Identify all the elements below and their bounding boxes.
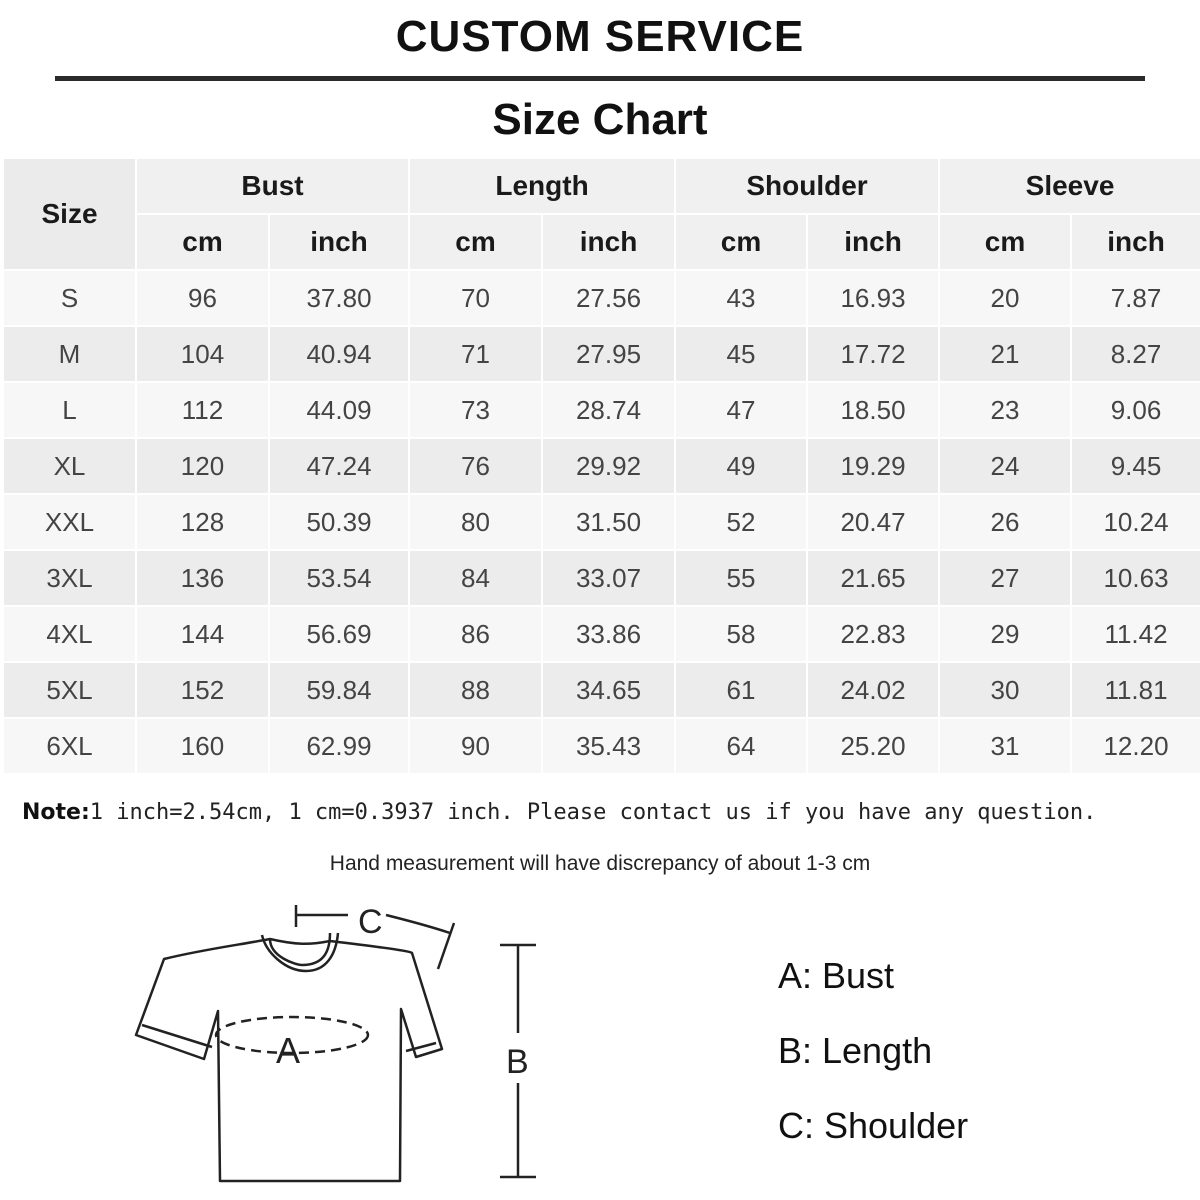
measure-cell: 31.50 [542,494,675,550]
size-cell: M [3,326,136,382]
measure-cell: 29 [939,606,1071,662]
measure-cell: 27 [939,550,1071,606]
conversion-note [22,800,1192,825]
table-row [3,326,1200,382]
measurement-disclaimer: Hand measurement will have discrepancy of about 1-3 cm [329,852,871,875]
unit-header: cm [939,214,1071,270]
size-cell: 3XL [3,550,136,606]
measure-cell: 19.29 [807,438,939,494]
size-table-body [3,270,1200,774]
measure-cell: 144 [136,606,269,662]
measure-cell: 29.92 [542,438,675,494]
shoulder-measure-line [296,905,348,927]
measure-cell: 18.50 [807,382,939,438]
table-row [3,494,1200,550]
size-cell: XXL [3,494,136,550]
tshirt-diagram [120,895,580,1185]
table-row [3,662,1200,718]
size-cell: L [3,382,136,438]
table-row [3,382,1200,438]
measure-cell: 64 [675,718,807,774]
measure-cell: 112 [136,382,269,438]
table-row [3,270,1200,326]
note-label: Note: [22,800,90,825]
measure-cell: 71 [409,326,542,382]
measure-cell: 59.84 [269,662,409,718]
measure-cell: 9.45 [1071,438,1200,494]
measure-cell: 37.80 [269,270,409,326]
measure-cell: 30 [939,662,1071,718]
measure-cell: 76 [409,438,542,494]
measure-cell: 104 [136,326,269,382]
unit-header: inch [807,214,939,270]
table-row [3,550,1200,606]
page-title: CUSTOM SERVICE [395,12,805,61]
label-c: C [358,903,383,941]
shoulder-measure-line-right [386,915,454,969]
group-header-length: Length [409,158,675,214]
size-cell: S [3,270,136,326]
measure-cell: 8.27 [1071,326,1200,382]
measure-cell: 160 [136,718,269,774]
measure-cell: 128 [136,494,269,550]
measure-cell: 10.24 [1071,494,1200,550]
size-cell: XL [3,438,136,494]
group-header-shoulder: Shoulder [675,158,939,214]
measure-cell: 25.20 [807,718,939,774]
measure-cell: 43 [675,270,807,326]
measure-cell: 56.69 [269,606,409,662]
measure-cell: 20 [939,270,1071,326]
left-sleeve-band [142,1025,212,1047]
measure-cell: 40.94 [269,326,409,382]
measure-cell: 21 [939,326,1071,382]
right-sleeve-band [406,1043,436,1051]
measure-cell: 16.93 [807,270,939,326]
measure-cell: 61 [675,662,807,718]
size-cell: 5XL [3,662,136,718]
measure-cell: 35.43 [542,718,675,774]
measure-cell: 52 [675,494,807,550]
measure-cell: 86 [409,606,542,662]
measure-cell: 21.65 [807,550,939,606]
legend-length: B: Length [778,1030,933,1071]
measure-cell: 62.99 [269,718,409,774]
size-chart-table [2,157,1200,775]
measure-cell: 26 [939,494,1071,550]
title-divider [55,76,1145,81]
measure-cell: 33.07 [542,550,675,606]
unit-header: inch [269,214,409,270]
measure-cell: 24.02 [807,662,939,718]
measure-cell: 88 [409,662,542,718]
measure-cell: 27.56 [542,270,675,326]
measure-cell: 47 [675,382,807,438]
measure-cell: 12.20 [1071,718,1200,774]
measure-cell: 136 [136,550,269,606]
unit-header: inch [1071,214,1200,270]
measure-cell: 11.81 [1071,662,1200,718]
measure-cell: 96 [136,270,269,326]
size-chart-title: Size Chart [492,95,708,144]
measure-cell: 50.39 [269,494,409,550]
table-row [3,718,1200,774]
measure-cell: 55 [675,550,807,606]
measure-cell: 58 [675,606,807,662]
measure-cell: 11.42 [1071,606,1200,662]
note-text: 1 inch=2.54cm, 1 cm=0.3937 inch. Please contact us if you have any question. [89,800,1097,825]
measure-cell: 152 [136,662,269,718]
measure-cell: 20.47 [807,494,939,550]
measure-cell: 53.54 [269,550,409,606]
measure-cell: 27.95 [542,326,675,382]
measure-cell: 44.09 [269,382,409,438]
table-row [3,438,1200,494]
measure-cell: 80 [409,494,542,550]
measure-cell: 45 [675,326,807,382]
group-header-sleeve: Sleeve [939,158,1200,214]
measure-cell: 17.72 [807,326,939,382]
table-row [3,606,1200,662]
measure-cell: 24 [939,438,1071,494]
measure-cell: 49 [675,438,807,494]
measure-cell: 22.83 [807,606,939,662]
size-column-header: Size [3,158,136,270]
unit-header: cm [675,214,807,270]
measure-cell: 9.06 [1071,382,1200,438]
measure-cell: 28.74 [542,382,675,438]
measure-cell: 47.24 [269,438,409,494]
measure-cell: 84 [409,550,542,606]
measure-cell: 70 [409,270,542,326]
legend-bust: A: Bust [778,955,895,996]
legend-shoulder: C: Shoulder [778,1105,969,1146]
measure-cell: 7.87 [1071,270,1200,326]
size-cell: 4XL [3,606,136,662]
measure-cell: 120 [136,438,269,494]
measure-cell: 90 [409,718,542,774]
measure-cell: 33.86 [542,606,675,662]
label-b: B [506,1043,529,1081]
measure-cell: 23 [939,382,1071,438]
unit-header: cm [409,214,542,270]
size-cell: 6XL [3,718,136,774]
group-header-bust: Bust [136,158,409,214]
measure-cell: 10.63 [1071,550,1200,606]
measure-cell: 34.65 [542,662,675,718]
label-a: A [276,1030,301,1071]
measure-cell: 31 [939,718,1071,774]
unit-header: inch [542,214,675,270]
unit-header: cm [136,214,269,270]
measure-cell: 73 [409,382,542,438]
